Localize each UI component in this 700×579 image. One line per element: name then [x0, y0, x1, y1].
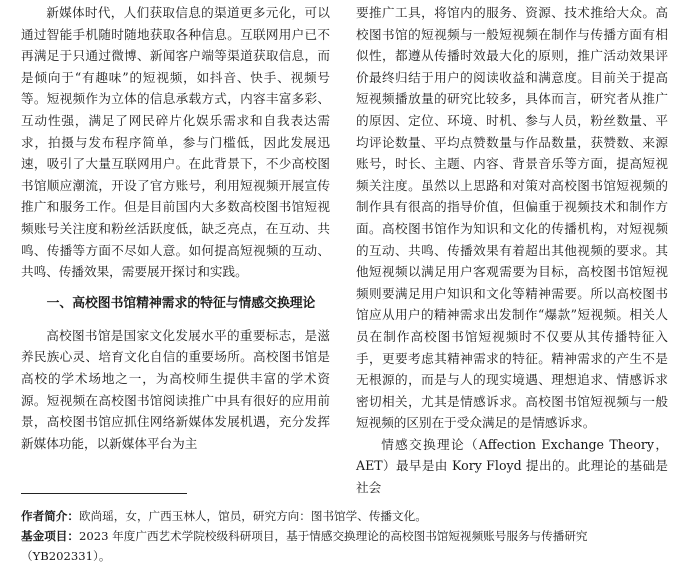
fund-note-label: 基金项目：: [21, 529, 79, 543]
author-note-label: 作者简介：: [21, 509, 79, 523]
section-heading: 一、高校图书馆精神需求的特征与情感交换理论: [46, 295, 316, 311]
section-paragraph-1: 高校图书馆是国家文化发展水平的重要标志，是滋养民族心灵、培育文化自信的重要场所。高校图书馆是高校的学术场地之一，为高校师生提供丰富的学术资源。短视频在高校图书馆阅读推广中具有很好的应用前景，高校图书馆应抓住网络新媒体发展机遇，充分发挥新媒体功能，以新媒体平台为主: [21, 327, 330, 451]
right-column: [356, 2, 668, 499]
section-paragraph-1-continued: 要推广工具，将馆内的服务、资源、技术推给大众。高校图书馆的短视频与一般短视频在制作与传播方面有相似性，都遵从传播时效最大化的原则，推广活动效果评价最终归结于用户的阅读收益和满意度。目前关于提高短视频播放量的研究比较多，具体而言，研究者从推广的原因、定位、环境、时机、参与人员，粉丝数量、平均评论数量、平均点赞数量与作品数量，获赞数、来源账号，时长、主题、内容、背景音乐等方面，提高短视频关注度。虽然以上思路和对策对高校图书馆短视频的制作具有很高的指导价值，但偏重于视频技术和制作方面。高校图书馆作为知识和文化的传播机构，对短视频的互动、共鸣、传播效果有着超出其他视频的要求。其他短视频以满足用户客观需要为目标，高校图书馆短视频则要满足用户知识和文化等精神需要。所以高校图书馆应从用户的精神需求出发制作“爆款”短视频。相关人员在制作高校图书馆短视频时不仅要从其传播特征入手，更要考虑其精神需求的特征。精神需求的产生不是无根源的，而是与人的现实境遇、理想追求、情感诉求密切相关，尤其是情感诉求。高校图书馆短视频与一般短视频的区别在于受众满足的是情感诉求。: [356, 5, 668, 431]
footnotes: [21, 506, 676, 566]
footnote-divider: [21, 493, 187, 494]
left-column: [21, 2, 330, 454]
fund-note: [21, 526, 676, 566]
author-note: [21, 506, 676, 526]
intro-paragraph: 新媒体时代，人们获取信息的渠道更多元化，可以通过智能手机随时随地获取各种信息。互联网用户已不再满足于只通过微博、新闻客户端等渠道获取信息，而是倾向于“有趣味”的短视频，如抖音、快手、视频号等。短视频作为立体的信息承载方式，内容丰富多彩、互动性强，满足了网民碎片化娱乐需求和自我表达需求，拍摄与发布程序简单，参与门槛低，因此发展迅速，吸引了大量互联网用户。在此背景下，不少高校图书馆顺应潮流，开设了官方账号，利用短视频开展宣传推广和服务工作。但是目前国内大多数高校图书馆短视频账号关注度和粉丝活跃度低，缺乏亮点，在互动、共鸣、传播等方面不尽如人意。如何提高短视频的互动、共鸣、传播效果，需要展开探讨和实践。: [21, 5, 330, 280]
author-note-text: 欧尚瑶，女，广西玉林人，馆员，研究方向：图书馆学、传播文化。: [78, 509, 427, 523]
fund-note-text: 2023 年度广西艺术学院校级科研项目，基于情感交换理论的高校图书馆短视频账号服务与传播研究（YB202331）。: [21, 529, 588, 563]
aet-paragraph: 情感交换理论（Affection Exchange Theory，AET）最早是由 Kory Floyd 提出的。此理论的基础是社会: [356, 436, 668, 496]
